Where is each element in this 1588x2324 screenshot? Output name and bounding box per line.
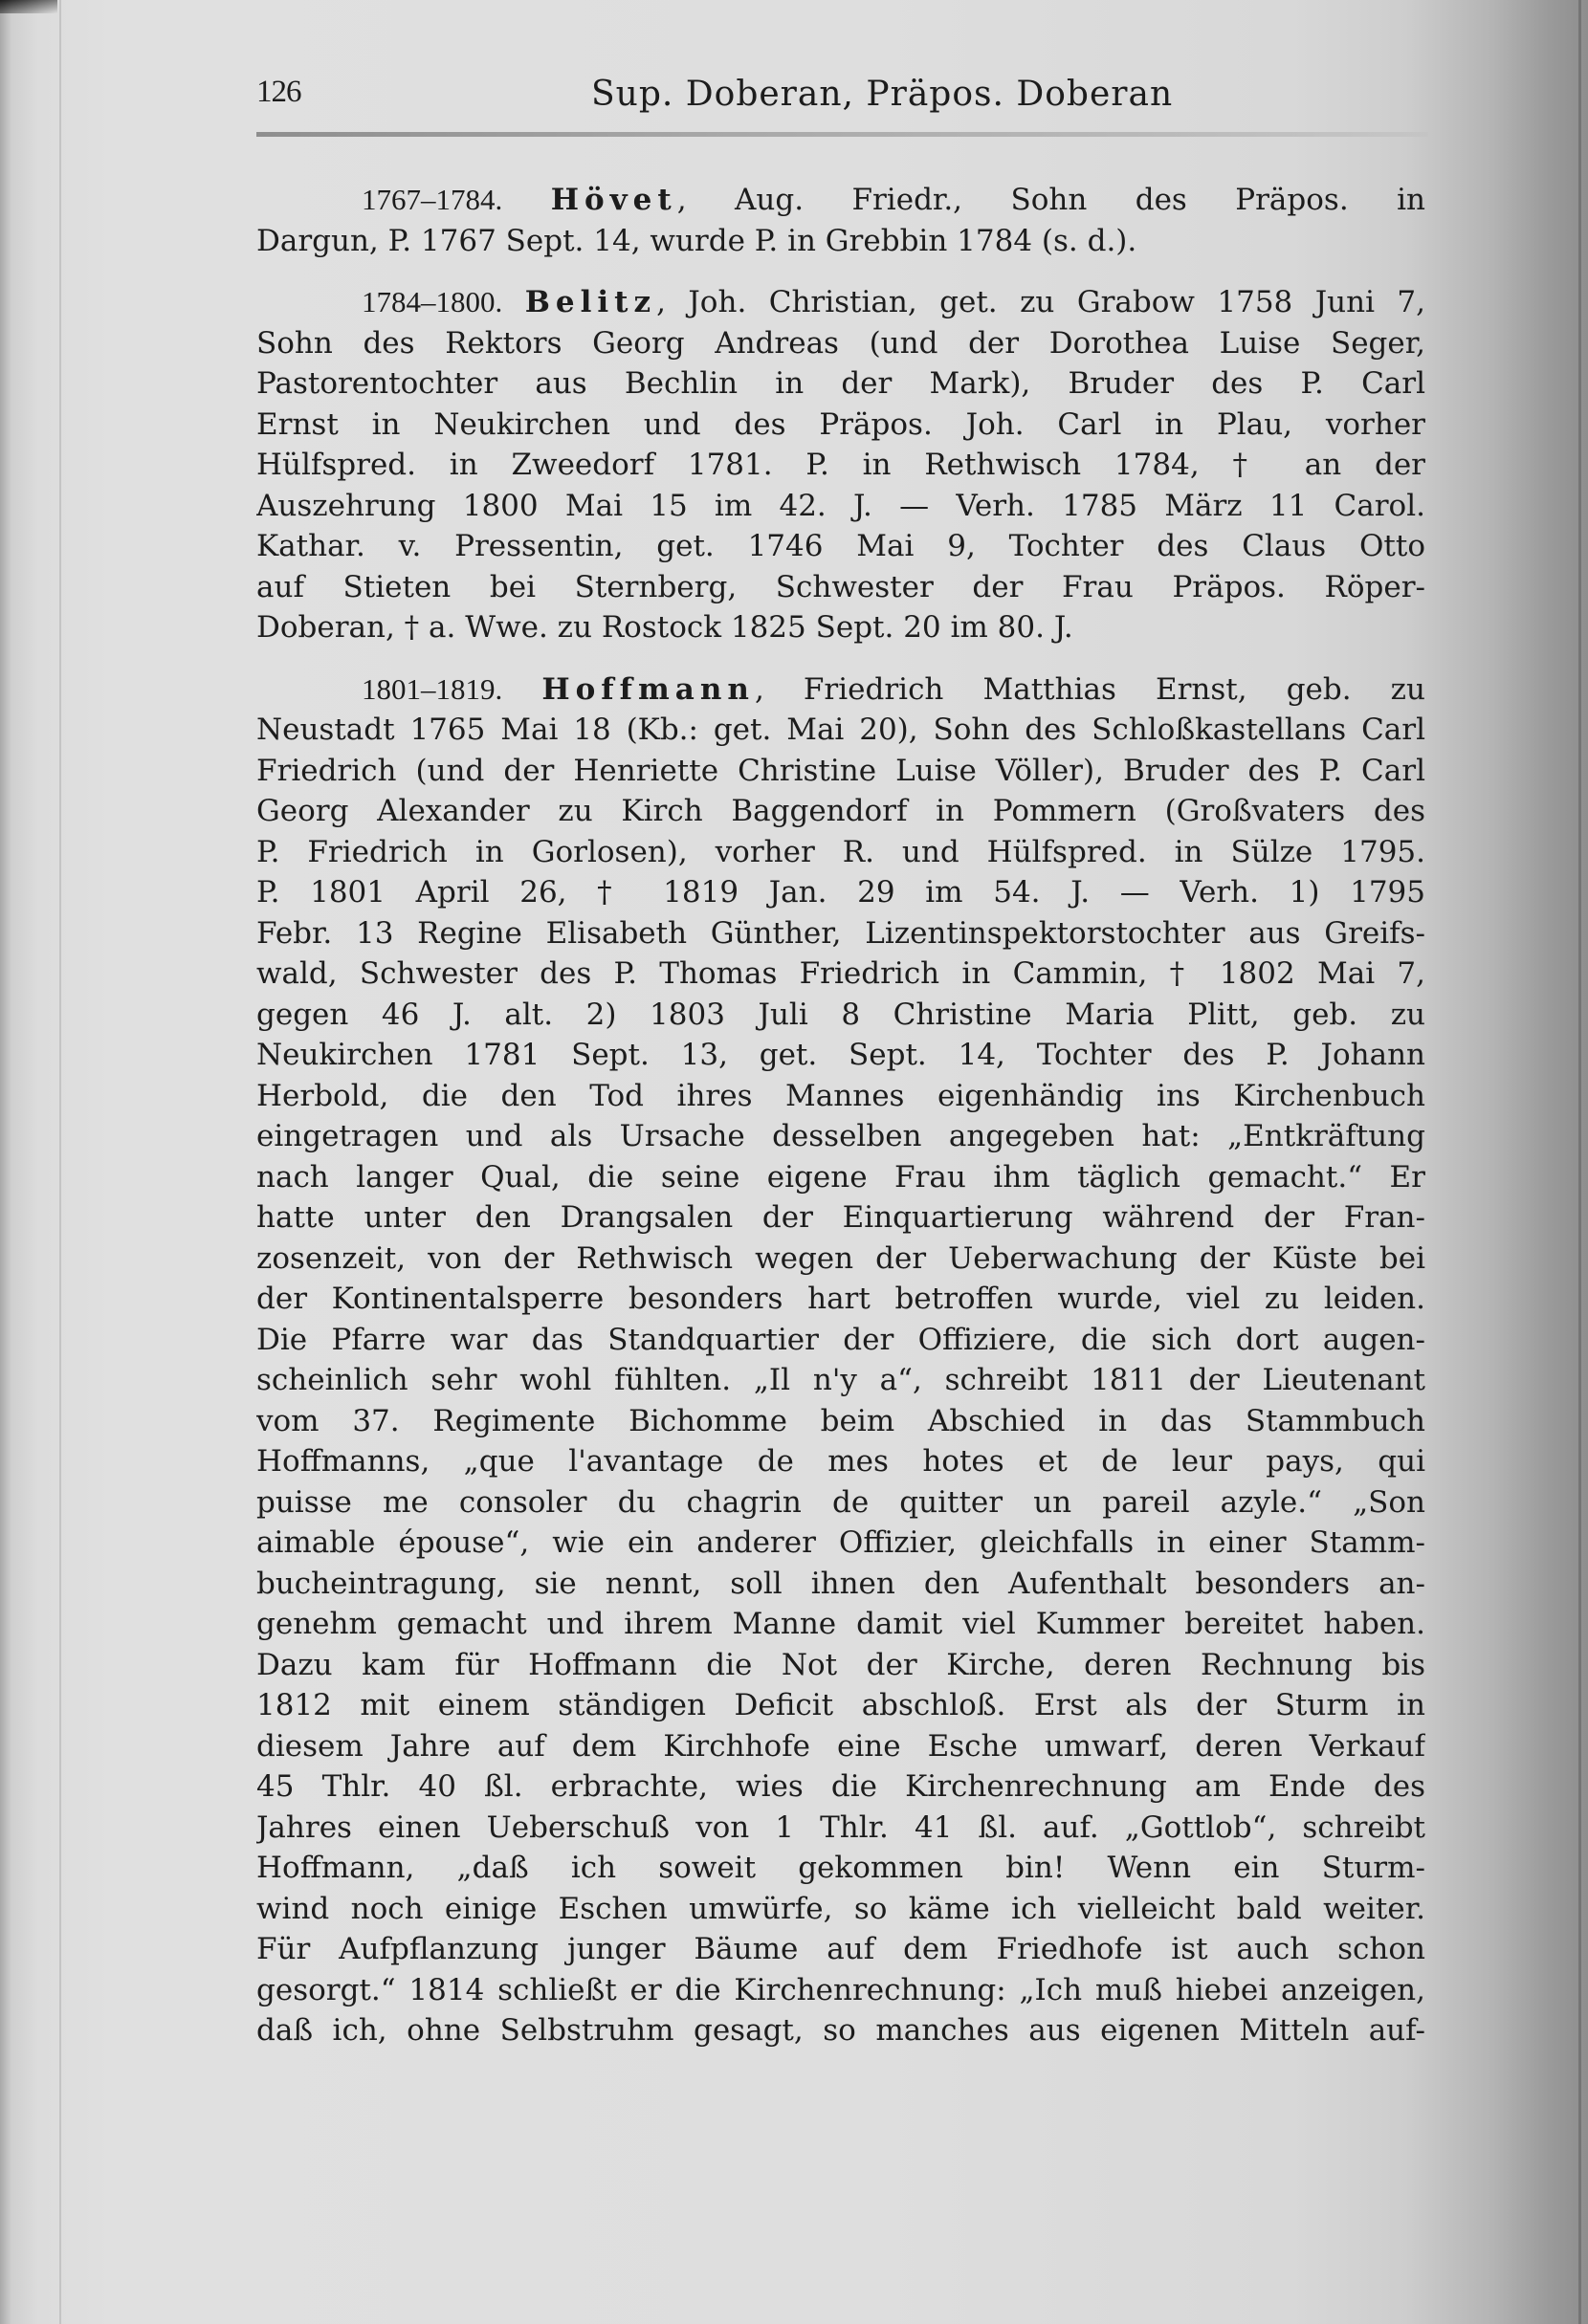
- entry-line: wald, Schwester des P. Thomas Friedrich in Cammin, † 1802 Mai 7,: [256, 956, 1425, 991]
- entry-line: gesorgt.“ 1814 schließt er die Kirchenrechnung: „Ich muß hiebei anzeigen,: [256, 1972, 1425, 2007]
- entry-line: Dargun, P. 1767 Sept. 14, wurde P. in Grebbin 1784 (s. d.).: [256, 223, 1137, 258]
- entry-line: Auszehrung 1800 Mai 15 im 42. J. — Verh. 1785 März 11 Carol.: [256, 488, 1425, 523]
- entry-line: Neustadt 1765 Mai 18 (Kb.: get. Mai 20), Sohn des Schloßkastellans Carl: [256, 713, 1425, 747]
- entry-line: bucheintragung, sie nennt, soll ihnen den Aufenthalt besonders an-: [256, 1566, 1425, 1601]
- entry-years: 1801–1819.: [362, 671, 503, 706]
- entry-name: Hoffmann: [541, 671, 755, 707]
- entry-years: 1784–1800.: [362, 285, 503, 318]
- scan-corner-shadow: [0, 0, 57, 13]
- entry-line: zosenzeit, von der Rethwisch wegen der Ueberwachung der Küste bei: [256, 1240, 1425, 1276]
- entry-line: aimable épouse“, wie ein anderer Offizier, gleichfalls in einer Stamm-: [256, 1525, 1425, 1560]
- entry-name: Hövet: [550, 183, 677, 217]
- entry-name: Belitz: [524, 285, 657, 319]
- entry-first-line: [256, 282, 1425, 323]
- entry-first-line: [256, 669, 1425, 711]
- entry-line: P. 1801 April 26, † 1819 Jan. 29 im 54. J. — Verh. 1) 1795: [256, 875, 1425, 910]
- book-page: [256, 75, 1425, 2048]
- entry-line: Jahres einen Ueberschuß von 1 Thlr. 41 ßl. auf. „Gottlob“, schreibt: [256, 1809, 1425, 1845]
- book-gutter: [59, 0, 61, 2324]
- page-edge: [1578, 0, 1581, 2324]
- entry-line: Sohn des Rektors Georg Andreas (und der Dorothea Luise Seger,: [256, 325, 1425, 361]
- entry-line: Herbold, die den Tod ihres Mannes eigenhändig ins Kirchenbuch: [256, 1078, 1425, 1113]
- entry-years: 1767–1784.: [362, 183, 503, 216]
- entry-line: Hoffmanns, „que l'avantage de mes hotes et de leur pays, qui: [256, 1444, 1425, 1479]
- entry-line: diesem Jahre auf dem Kirchhofe eine Esche umwarf, deren Verkauf: [256, 1728, 1425, 1764]
- page-number: 126: [256, 75, 301, 109]
- entry-line: eingetragen und als Ursache desselben angegeben hat: „Entkräftung: [256, 1119, 1425, 1153]
- entry-line: wind noch einige Eschen umwürfe, so käme ich vielleicht bald weiter.: [256, 1891, 1425, 1926]
- entry-text: , Aug. Friedr., Sohn des Präpos. in: [676, 183, 1425, 217]
- entry-text: , Friedrich Matthias Ernst, geb. zu: [754, 671, 1425, 707]
- entry-line: 45 Thlr. 40 ßl. erbrachte, wies die Kirchenrechnung am Ende des: [256, 1769, 1425, 1804]
- entry-line: Hoffmann, „daß ich soweit gekommen bin! Wenn ein Sturm-: [256, 1851, 1425, 1885]
- entry-line: puisse me consoler du chagrin de quitter un pareil azyle.“ „Son: [256, 1484, 1425, 1520]
- entry-first-line: [256, 180, 1425, 221]
- entry-line: auf Stieten bei Sternberg, Schwester der Frau Präpos. Röper-: [256, 569, 1425, 604]
- entry-line: Georg Alexander zu Kirch Baggendorf in Pommern (Großvaters des: [256, 794, 1425, 828]
- entry-line: genehm gemacht und ihrem Manne damit viel Kummer bereitet haben.: [256, 1607, 1425, 1641]
- entry-line: Febr. 13 Regine Elisabeth Günther, Lizentinspektorstochter aus Greifs-: [256, 915, 1425, 951]
- entry-line: 1812 mit einem ständigen Deficit abschloß. Erst als der Sturm in: [256, 1688, 1425, 1722]
- body-text: [256, 180, 1425, 2072]
- entry-line: vom 37. Regimente Bichomme beim Abschied in das Stammbuch: [256, 1403, 1425, 1438]
- entry-line: Hülfspred. in Zweedorf 1781. P. in Rethwisch 1784, † an der: [256, 448, 1425, 482]
- entry-line: P. Friedrich in Gorlosen), vorher R. und Hülfspred. in Sülze 1795.: [256, 834, 1425, 869]
- header-rule: [256, 132, 1428, 137]
- entry-text: , Joh. Christian, get. zu Grabow 1758 Juni 7,: [656, 285, 1425, 319]
- entry-line: hatte unter den Drangsalen der Einquartierung während der Fran-: [256, 1200, 1425, 1235]
- entry-line: nach langer Qual, die seine eigene Frau ihm täglich gemacht.“ Er: [256, 1159, 1425, 1195]
- entry-line: Friedrich (und der Henriette Christine Luise Völler), Bruder des P. Carl: [256, 753, 1425, 788]
- entry-line: Doberan, † a. Wwe. zu Rostock 1825 Sept. 20 im 80. J.: [256, 610, 1073, 645]
- entry-hoevet: [256, 180, 1425, 261]
- entry-line: Für Aufpflanzung junger Bäume auf dem Friedhofe ist auch schon: [256, 1932, 1425, 1966]
- running-title: Sup. Doberan, Präpos. Doberan: [591, 75, 1174, 114]
- entry-line: Pastorentochter aus Bechlin in der Mark), Bruder des P. Carl: [256, 366, 1425, 401]
- running-head: [256, 75, 1425, 124]
- entry-line: daß ich, ohne Selbstruhm gesagt, so manches aus eigenen Mitteln auf-: [256, 2013, 1425, 2048]
- entry-line: der Kontinentalsperre besonders hart betroffen wurde, viel zu leiden.: [256, 1282, 1425, 1316]
- entry-line: Ernst in Neukirchen und des Präpos. Joh. Carl in Plau, vorher: [256, 406, 1425, 442]
- entry-line: Neukirchen 1781 Sept. 13, get. Sept. 14, Tochter des P. Johann: [256, 1038, 1425, 1072]
- entry-line: scheinlich sehr wohl fühlten. „Il n'y a“, schreibt 1811 der Lieutenant: [256, 1363, 1425, 1397]
- entry-line: Die Pfarre war das Standquartier der Offiziere, die sich dort augen-: [256, 1322, 1425, 1357]
- entry-line: gegen 46 J. alt. 2) 1803 Juli 8 Christine Maria Plitt, geb. zu: [256, 997, 1425, 1032]
- entry-line: Dazu kam für Hoffmann die Not der Kirche, deren Rechnung bis: [256, 1647, 1425, 1682]
- entry-hoffmann: [256, 669, 1425, 2051]
- entry-belitz: [256, 282, 1425, 648]
- entry-line: Kathar. v. Pressentin, get. 1746 Mai 9, Tochter des Claus Otto: [256, 529, 1425, 563]
